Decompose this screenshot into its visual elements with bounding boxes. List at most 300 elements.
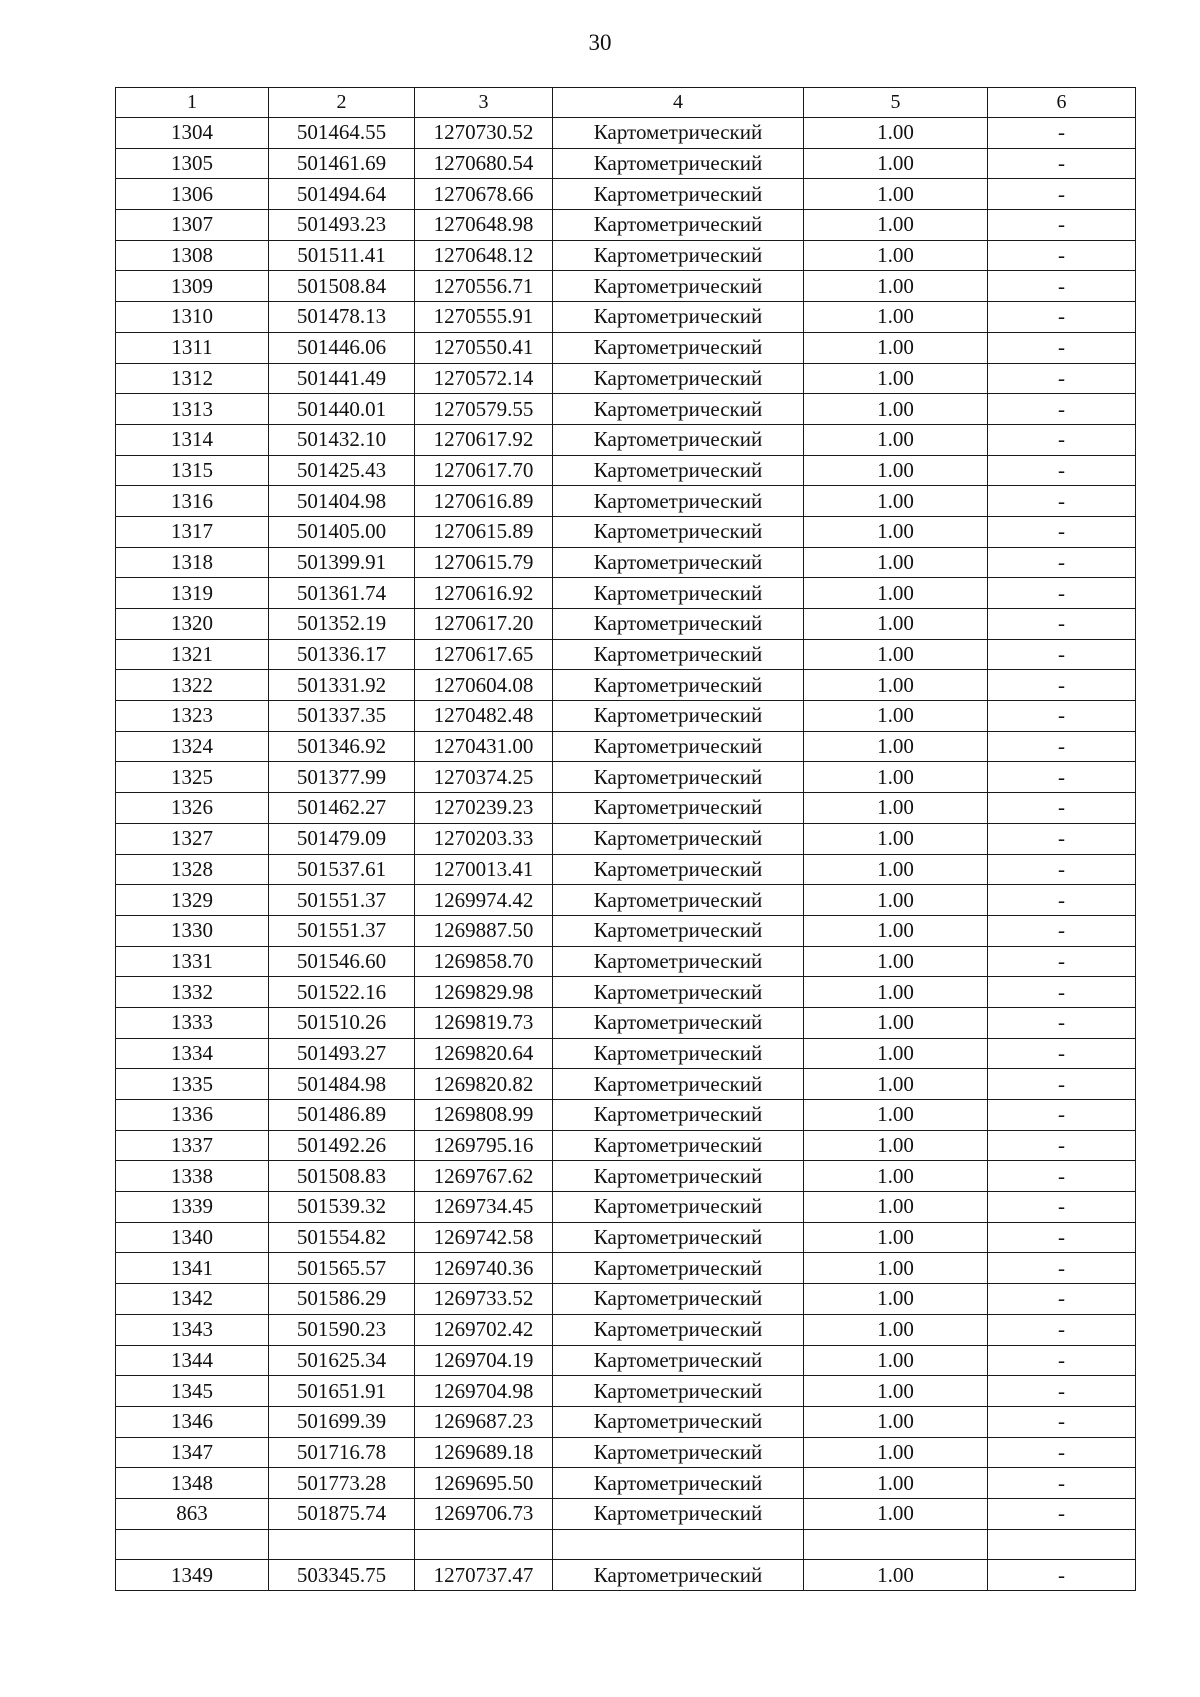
column-header: 1 <box>116 88 269 118</box>
method-cell: Картометрический <box>553 946 804 977</box>
point-number-cell: 1306 <box>116 179 269 210</box>
y-coordinate-cell: 1270648.98 <box>415 210 553 241</box>
table-row <box>116 1468 1136 1499</box>
table-row <box>116 1253 1136 1284</box>
y-coordinate-cell: 1269795.16 <box>415 1130 553 1161</box>
table-row <box>116 670 1136 701</box>
description-cell: - <box>988 302 1136 333</box>
y-coordinate-cell: 1269808.99 <box>415 1100 553 1131</box>
method-cell: Картометрический <box>553 1192 804 1223</box>
point-number-cell: 1336 <box>116 1100 269 1131</box>
accuracy-cell: 1.00 <box>804 1253 988 1284</box>
table-header-row <box>116 88 1136 118</box>
point-number-cell: 1339 <box>116 1192 269 1223</box>
table-row <box>116 1284 1136 1315</box>
x-coordinate-cell: 501337.35 <box>269 701 415 732</box>
description-cell: - <box>988 1253 1136 1284</box>
x-coordinate-cell: 501625.34 <box>269 1345 415 1376</box>
description-cell: - <box>988 701 1136 732</box>
accuracy-cell: 1.00 <box>804 271 988 302</box>
method-cell: Картометрический <box>553 547 804 578</box>
x-coordinate-cell: 501511.41 <box>269 240 415 271</box>
method-cell: Картометрический <box>553 394 804 425</box>
description-cell: - <box>988 854 1136 885</box>
method-cell: Картометрический <box>553 609 804 640</box>
table-row <box>116 915 1136 946</box>
accuracy-cell: 1.00 <box>804 547 988 578</box>
accuracy-cell: 1.00 <box>804 1222 988 1253</box>
description-cell: - <box>988 762 1136 793</box>
method-cell: Картометрический <box>553 118 804 149</box>
x-coordinate-cell: 501875.74 <box>269 1498 415 1529</box>
accuracy-cell: 1.00 <box>804 179 988 210</box>
point-number-cell: 1343 <box>116 1314 269 1345</box>
table-row <box>116 516 1136 547</box>
table-row <box>116 118 1136 149</box>
table-row <box>116 1498 1136 1529</box>
y-coordinate-cell: 1269689.18 <box>415 1437 553 1468</box>
accuracy-cell: 1.00 <box>804 1468 988 1499</box>
y-coordinate-cell: 1269767.62 <box>415 1161 553 1192</box>
accuracy-cell: 1.00 <box>804 854 988 885</box>
y-coordinate-cell: 1269702.42 <box>415 1314 553 1345</box>
accuracy-cell: 1.00 <box>804 1007 988 1038</box>
point-number-cell: 1321 <box>116 639 269 670</box>
accuracy-cell <box>804 1529 988 1560</box>
method-cell: Картометрический <box>553 1345 804 1376</box>
description-cell: - <box>988 885 1136 916</box>
table-row <box>116 1560 1136 1591</box>
accuracy-cell: 1.00 <box>804 424 988 455</box>
x-coordinate-cell: 501699.39 <box>269 1406 415 1437</box>
table-row <box>116 1130 1136 1161</box>
x-coordinate-cell: 501446.06 <box>269 332 415 363</box>
table-row <box>116 1192 1136 1223</box>
x-coordinate-cell: 501551.37 <box>269 885 415 916</box>
x-coordinate-cell: 501716.78 <box>269 1437 415 1468</box>
x-coordinate-cell: 501565.57 <box>269 1253 415 1284</box>
point-number-cell: 1327 <box>116 823 269 854</box>
x-coordinate-cell: 501508.84 <box>269 271 415 302</box>
accuracy-cell: 1.00 <box>804 455 988 486</box>
point-number-cell: 1322 <box>116 670 269 701</box>
table-row <box>116 731 1136 762</box>
description-cell: - <box>988 332 1136 363</box>
point-number-cell: 1319 <box>116 578 269 609</box>
point-number-cell: 1335 <box>116 1069 269 1100</box>
method-cell: Картометрический <box>553 179 804 210</box>
x-coordinate-cell: 501464.55 <box>269 118 415 149</box>
point-number-cell: 1342 <box>116 1284 269 1315</box>
method-cell: Картометрический <box>553 332 804 363</box>
table-row <box>116 547 1136 578</box>
y-coordinate-cell: 1270737.47 <box>415 1560 553 1591</box>
accuracy-cell: 1.00 <box>804 609 988 640</box>
y-coordinate-cell: 1269742.58 <box>415 1222 553 1253</box>
y-coordinate-cell: 1270616.89 <box>415 486 553 517</box>
accuracy-cell: 1.00 <box>804 1314 988 1345</box>
table-row <box>116 1161 1136 1192</box>
y-coordinate-cell: 1269734.45 <box>415 1192 553 1223</box>
accuracy-cell: 1.00 <box>804 516 988 547</box>
y-coordinate-cell: 1270617.20 <box>415 609 553 640</box>
y-coordinate-cell: 1270374.25 <box>415 762 553 793</box>
point-number-cell: 1305 <box>116 148 269 179</box>
column-header: 5 <box>804 88 988 118</box>
table-row <box>116 1069 1136 1100</box>
x-coordinate-cell: 501336.17 <box>269 639 415 670</box>
y-coordinate-cell: 1270579.55 <box>415 394 553 425</box>
coordinates-table <box>115 87 1136 1591</box>
method-cell: Картометрический <box>553 516 804 547</box>
description-cell: - <box>988 547 1136 578</box>
column-header: 3 <box>415 88 553 118</box>
description-cell: - <box>988 1345 1136 1376</box>
description-cell: - <box>988 424 1136 455</box>
point-number-cell <box>116 1529 269 1560</box>
table-row <box>116 946 1136 977</box>
description-cell: - <box>988 1130 1136 1161</box>
method-cell: Картометрический <box>553 854 804 885</box>
y-coordinate-cell: 1269704.19 <box>415 1345 553 1376</box>
table-row <box>116 302 1136 333</box>
table-row <box>116 977 1136 1008</box>
method-cell: Картометрический <box>553 793 804 824</box>
y-coordinate-cell: 1270203.33 <box>415 823 553 854</box>
description-cell: - <box>988 1007 1136 1038</box>
point-number-cell: 1323 <box>116 701 269 732</box>
y-coordinate-cell: 1270431.00 <box>415 731 553 762</box>
x-coordinate-cell: 501399.91 <box>269 547 415 578</box>
description-cell: - <box>988 210 1136 241</box>
method-cell: Картометрический <box>553 977 804 1008</box>
method-cell: Картометрический <box>553 1314 804 1345</box>
y-coordinate-cell: 1270556.71 <box>415 271 553 302</box>
y-coordinate-cell: 1270616.92 <box>415 578 553 609</box>
y-coordinate-cell: 1270572.14 <box>415 363 553 394</box>
method-cell: Картометрический <box>553 1498 804 1529</box>
table-body <box>116 118 1136 1591</box>
y-coordinate-cell: 1269820.82 <box>415 1069 553 1100</box>
description-cell: - <box>988 1468 1136 1499</box>
point-number-cell: 1330 <box>116 915 269 946</box>
y-coordinate-cell: 1269887.50 <box>415 915 553 946</box>
y-coordinate-cell: 1269820.64 <box>415 1038 553 1069</box>
table-row <box>116 1345 1136 1376</box>
y-coordinate-cell: 1269704.98 <box>415 1376 553 1407</box>
point-number-cell: 1328 <box>116 854 269 885</box>
table-row <box>116 793 1136 824</box>
x-coordinate-cell: 501441.49 <box>269 363 415 394</box>
description-cell: - <box>988 1284 1136 1315</box>
method-cell: Картометрический <box>553 210 804 241</box>
table-row <box>116 148 1136 179</box>
x-coordinate-cell: 501331.92 <box>269 670 415 701</box>
table-row <box>116 578 1136 609</box>
accuracy-cell: 1.00 <box>804 1376 988 1407</box>
y-coordinate-cell: 1270604.08 <box>415 670 553 701</box>
y-coordinate-cell: 1269695.50 <box>415 1468 553 1499</box>
y-coordinate-cell: 1270615.79 <box>415 547 553 578</box>
table-row <box>116 179 1136 210</box>
point-number-cell: 1329 <box>116 885 269 916</box>
accuracy-cell: 1.00 <box>804 1069 988 1100</box>
table-row <box>116 854 1136 885</box>
point-number-cell: 1316 <box>116 486 269 517</box>
x-coordinate-cell: 501461.69 <box>269 148 415 179</box>
method-cell: Картометрический <box>553 701 804 732</box>
table-row <box>116 1007 1136 1038</box>
accuracy-cell: 1.00 <box>804 363 988 394</box>
y-coordinate-cell: 1269829.98 <box>415 977 553 1008</box>
method-cell: Картометрический <box>553 1560 804 1591</box>
point-number-cell: 1345 <box>116 1376 269 1407</box>
description-cell: - <box>988 363 1136 394</box>
accuracy-cell: 1.00 <box>804 148 988 179</box>
point-number-cell: 1334 <box>116 1038 269 1069</box>
table-row <box>116 609 1136 640</box>
point-number-cell: 1326 <box>116 793 269 824</box>
y-coordinate-cell: 1269740.36 <box>415 1253 553 1284</box>
point-number-cell: 1314 <box>116 424 269 455</box>
y-coordinate-cell: 1270013.41 <box>415 854 553 885</box>
table-row <box>116 823 1136 854</box>
point-number-cell: 1338 <box>116 1161 269 1192</box>
x-coordinate-cell: 501346.92 <box>269 731 415 762</box>
description-cell: - <box>988 486 1136 517</box>
x-coordinate-cell: 501546.60 <box>269 946 415 977</box>
method-cell: Картометрический <box>553 424 804 455</box>
accuracy-cell: 1.00 <box>804 1437 988 1468</box>
description-cell: - <box>988 1192 1136 1223</box>
table-row <box>116 885 1136 916</box>
table-row <box>116 1376 1136 1407</box>
accuracy-cell: 1.00 <box>804 793 988 824</box>
x-coordinate-cell: 501773.28 <box>269 1468 415 1499</box>
description-cell: - <box>988 1069 1136 1100</box>
page-number: 30 <box>588 30 612 55</box>
method-cell: Картометрический <box>553 1406 804 1437</box>
point-number-cell: 1310 <box>116 302 269 333</box>
x-coordinate-cell: 501510.26 <box>269 1007 415 1038</box>
accuracy-cell: 1.00 <box>804 1130 988 1161</box>
table-row <box>116 455 1136 486</box>
method-cell: Картометрический <box>553 1161 804 1192</box>
table-row <box>116 424 1136 455</box>
x-coordinate-cell: 501405.00 <box>269 516 415 547</box>
method-cell: Картометрический <box>553 1007 804 1038</box>
accuracy-cell: 1.00 <box>804 302 988 333</box>
method-cell: Картометрический <box>553 148 804 179</box>
description-cell: - <box>988 118 1136 149</box>
table-row <box>116 701 1136 732</box>
x-coordinate-cell: 501492.26 <box>269 1130 415 1161</box>
y-coordinate-cell: 1270678.66 <box>415 179 553 210</box>
x-coordinate-cell: 501361.74 <box>269 578 415 609</box>
point-number-cell: 1324 <box>116 731 269 762</box>
x-coordinate-cell: 501478.13 <box>269 302 415 333</box>
point-number-cell: 1340 <box>116 1222 269 1253</box>
accuracy-cell: 1.00 <box>804 1498 988 1529</box>
accuracy-cell: 1.00 <box>804 977 988 1008</box>
point-number-cell: 1346 <box>116 1406 269 1437</box>
method-cell: Картометрический <box>553 639 804 670</box>
point-number-cell: 1311 <box>116 332 269 363</box>
method-cell: Картометрический <box>553 1253 804 1284</box>
column-header: 4 <box>553 88 804 118</box>
description-cell: - <box>988 1376 1136 1407</box>
y-coordinate-cell: 1270680.54 <box>415 148 553 179</box>
x-coordinate-cell: 501537.61 <box>269 854 415 885</box>
point-number-cell: 1333 <box>116 1007 269 1038</box>
point-number-cell: 1307 <box>116 210 269 241</box>
y-coordinate-cell: 1269706.73 <box>415 1498 553 1529</box>
x-coordinate-cell: 501479.09 <box>269 823 415 854</box>
point-number-cell: 1317 <box>116 516 269 547</box>
column-header: 6 <box>988 88 1136 118</box>
point-number-cell: 1318 <box>116 547 269 578</box>
y-coordinate-cell: 1269819.73 <box>415 1007 553 1038</box>
method-cell: Картометрический <box>553 823 804 854</box>
accuracy-cell: 1.00 <box>804 118 988 149</box>
table-row <box>116 1038 1136 1069</box>
accuracy-cell: 1.00 <box>804 486 988 517</box>
accuracy-cell: 1.00 <box>804 394 988 425</box>
method-cell: Картометрический <box>553 762 804 793</box>
accuracy-cell: 1.00 <box>804 670 988 701</box>
accuracy-cell: 1.00 <box>804 731 988 762</box>
accuracy-cell: 1.00 <box>804 1192 988 1223</box>
table-row <box>116 332 1136 363</box>
point-number-cell: 1347 <box>116 1437 269 1468</box>
accuracy-cell: 1.00 <box>804 823 988 854</box>
description-cell: - <box>988 240 1136 271</box>
point-number-cell: 1325 <box>116 762 269 793</box>
description-cell: - <box>988 1100 1136 1131</box>
y-coordinate-cell: 1270617.70 <box>415 455 553 486</box>
description-cell: - <box>988 516 1136 547</box>
description-cell: - <box>988 148 1136 179</box>
description-cell: - <box>988 609 1136 640</box>
table-row <box>116 1406 1136 1437</box>
table-row <box>116 210 1136 241</box>
accuracy-cell: 1.00 <box>804 578 988 609</box>
point-number-cell: 1304 <box>116 118 269 149</box>
accuracy-cell: 1.00 <box>804 1284 988 1315</box>
method-cell: Картометрический <box>553 578 804 609</box>
method-cell: Картометрический <box>553 885 804 916</box>
y-coordinate-cell: 1270239.23 <box>415 793 553 824</box>
accuracy-cell: 1.00 <box>804 1345 988 1376</box>
accuracy-cell: 1.00 <box>804 1100 988 1131</box>
method-cell: Картометрический <box>553 363 804 394</box>
x-coordinate-cell: 501377.99 <box>269 762 415 793</box>
table-row <box>116 1222 1136 1253</box>
description-cell: - <box>988 793 1136 824</box>
y-coordinate-cell: 1269687.23 <box>415 1406 553 1437</box>
description-cell: - <box>988 731 1136 762</box>
method-cell: Картометрический <box>553 1222 804 1253</box>
description-cell: - <box>988 670 1136 701</box>
method-cell: Картометрический <box>553 1038 804 1069</box>
table-row <box>116 1437 1136 1468</box>
y-coordinate-cell: 1270615.89 <box>415 516 553 547</box>
x-coordinate-cell: 501522.16 <box>269 977 415 1008</box>
accuracy-cell: 1.00 <box>804 885 988 916</box>
y-coordinate-cell <box>415 1529 553 1560</box>
y-coordinate-cell: 1269733.52 <box>415 1284 553 1315</box>
x-coordinate-cell: 501551.37 <box>269 915 415 946</box>
description-cell: - <box>988 578 1136 609</box>
method-cell: Картометрический <box>553 486 804 517</box>
method-cell: Картометрический <box>553 731 804 762</box>
method-cell: Картометрический <box>553 1100 804 1131</box>
table-row <box>116 1314 1136 1345</box>
table-row <box>116 240 1136 271</box>
method-cell: Картометрический <box>553 915 804 946</box>
method-cell: Картометрический <box>553 302 804 333</box>
x-coordinate-cell: 501440.01 <box>269 394 415 425</box>
point-number-cell: 1344 <box>116 1345 269 1376</box>
method-cell: Картометрический <box>553 271 804 302</box>
point-number-cell: 1313 <box>116 394 269 425</box>
column-header: 2 <box>269 88 415 118</box>
x-coordinate-cell: 501484.98 <box>269 1069 415 1100</box>
y-coordinate-cell: 1269974.42 <box>415 885 553 916</box>
point-number-cell: 1337 <box>116 1130 269 1161</box>
x-coordinate-cell: 503345.75 <box>269 1560 415 1591</box>
y-coordinate-cell: 1270555.91 <box>415 302 553 333</box>
method-cell: Картометрический <box>553 1468 804 1499</box>
description-cell: - <box>988 1222 1136 1253</box>
table-row <box>116 1100 1136 1131</box>
x-coordinate-cell: 501432.10 <box>269 424 415 455</box>
y-coordinate-cell: 1269858.70 <box>415 946 553 977</box>
accuracy-cell: 1.00 <box>804 1406 988 1437</box>
method-cell: Картометрический <box>553 455 804 486</box>
accuracy-cell: 1.00 <box>804 762 988 793</box>
x-coordinate-cell: 501462.27 <box>269 793 415 824</box>
description-cell: - <box>988 1498 1136 1529</box>
x-coordinate-cell: 501404.98 <box>269 486 415 517</box>
method-cell: Картометрический <box>553 1130 804 1161</box>
description-cell: - <box>988 977 1136 1008</box>
x-coordinate-cell: 501508.83 <box>269 1161 415 1192</box>
table-row <box>116 363 1136 394</box>
method-cell: Картометрический <box>553 240 804 271</box>
point-number-cell: 863 <box>116 1498 269 1529</box>
y-coordinate-cell: 1270730.52 <box>415 118 553 149</box>
accuracy-cell: 1.00 <box>804 240 988 271</box>
x-coordinate-cell: 501352.19 <box>269 609 415 640</box>
point-number-cell: 1308 <box>116 240 269 271</box>
y-coordinate-cell: 1270617.65 <box>415 639 553 670</box>
description-cell: - <box>988 1406 1136 1437</box>
x-coordinate-cell: 501494.64 <box>269 179 415 210</box>
description-cell: - <box>988 1560 1136 1591</box>
y-coordinate-cell: 1270617.92 <box>415 424 553 455</box>
description-cell: - <box>988 394 1136 425</box>
method-cell: Картометрический <box>553 1437 804 1468</box>
description-cell: - <box>988 1314 1136 1345</box>
x-coordinate-cell: 501554.82 <box>269 1222 415 1253</box>
table-row <box>116 271 1136 302</box>
point-number-cell: 1348 <box>116 1468 269 1499</box>
method-cell: Картометрический <box>553 1376 804 1407</box>
table-row <box>116 1529 1136 1560</box>
x-coordinate-cell <box>269 1529 415 1560</box>
method-cell: Картометрический <box>553 1069 804 1100</box>
